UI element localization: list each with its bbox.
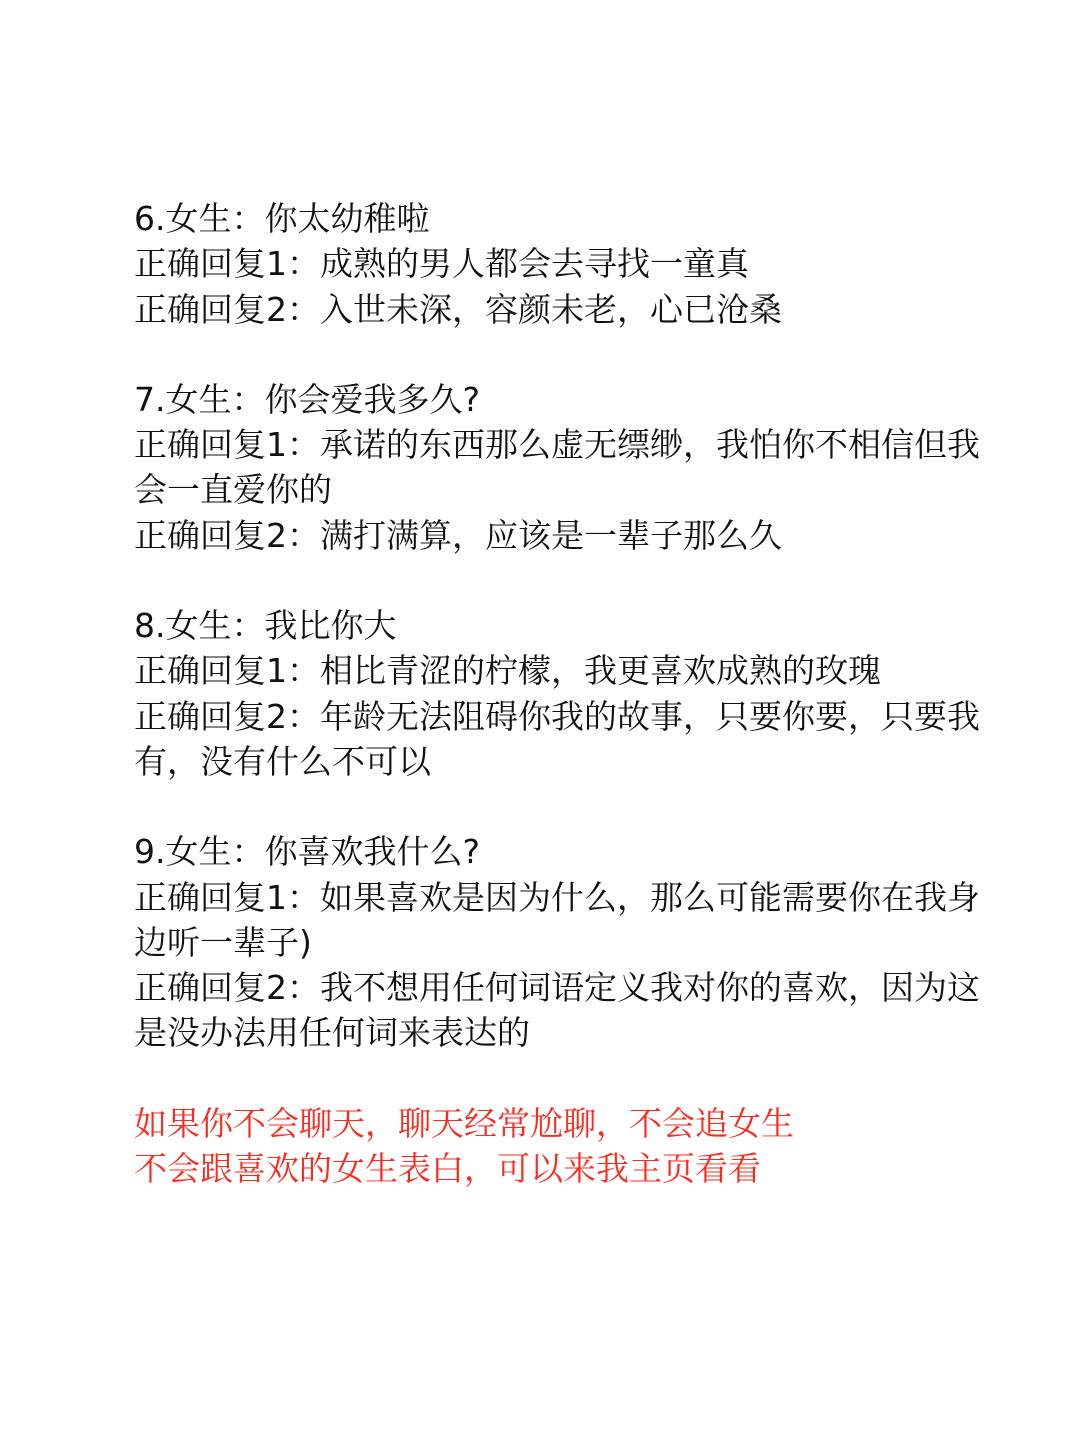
promo-line-1: 如果你不会聊天，聊天经常尬聊，不会追女生 (134, 1103, 794, 1143)
reply-8-1: 正确回复1：相比青涩的柠檬，我更喜欢成熟的玫瑰 (134, 651, 881, 691)
qa-section-8 (134, 603, 984, 784)
reply-9-2: 正确回复2：我不想用任何词语定义我对你的喜欢，因为这是没办法用任何词来表达的 (134, 968, 980, 1053)
qa-section-6 (134, 196, 984, 332)
promo-callout (134, 1101, 984, 1192)
question-7: 7.女生：你会爱我多久? (134, 379, 481, 419)
article-body (134, 196, 984, 1236)
reply-9-1: 正确回复1：如果喜欢是因为什么，那么可能需要你在我身边听一辈子) (134, 877, 980, 962)
reply-6-2: 正确回复2：入世未深，容颜未老，心已沧桑 (134, 289, 782, 329)
promo-line-2: 不会跟喜欢的女生表白，可以来我主页看看 (134, 1149, 761, 1189)
qa-section-7 (134, 377, 984, 558)
reply-7-1: 正确回复1：承诺的东西那么虚无缥缈，我怕你不相信但我会一直爱你的 (134, 425, 980, 510)
reply-7-2: 正确回复2：满打满算，应该是一辈子那么久 (134, 515, 782, 555)
reply-8-2: 正确回复2：年龄无法阻碍你我的故事，只要你要，只要我有，没有什么不可以 (134, 696, 980, 781)
question-9: 9.女生：你喜欢我什么? (134, 832, 481, 872)
question-6: 6.女生：你太幼稚啦 (134, 199, 430, 238)
question-8: 8.女生：我比你大 (134, 606, 397, 646)
reply-6-1: 正确回复1：成熟的男人都会去寻找一童真 (134, 244, 749, 284)
qa-section-9 (134, 829, 984, 1055)
